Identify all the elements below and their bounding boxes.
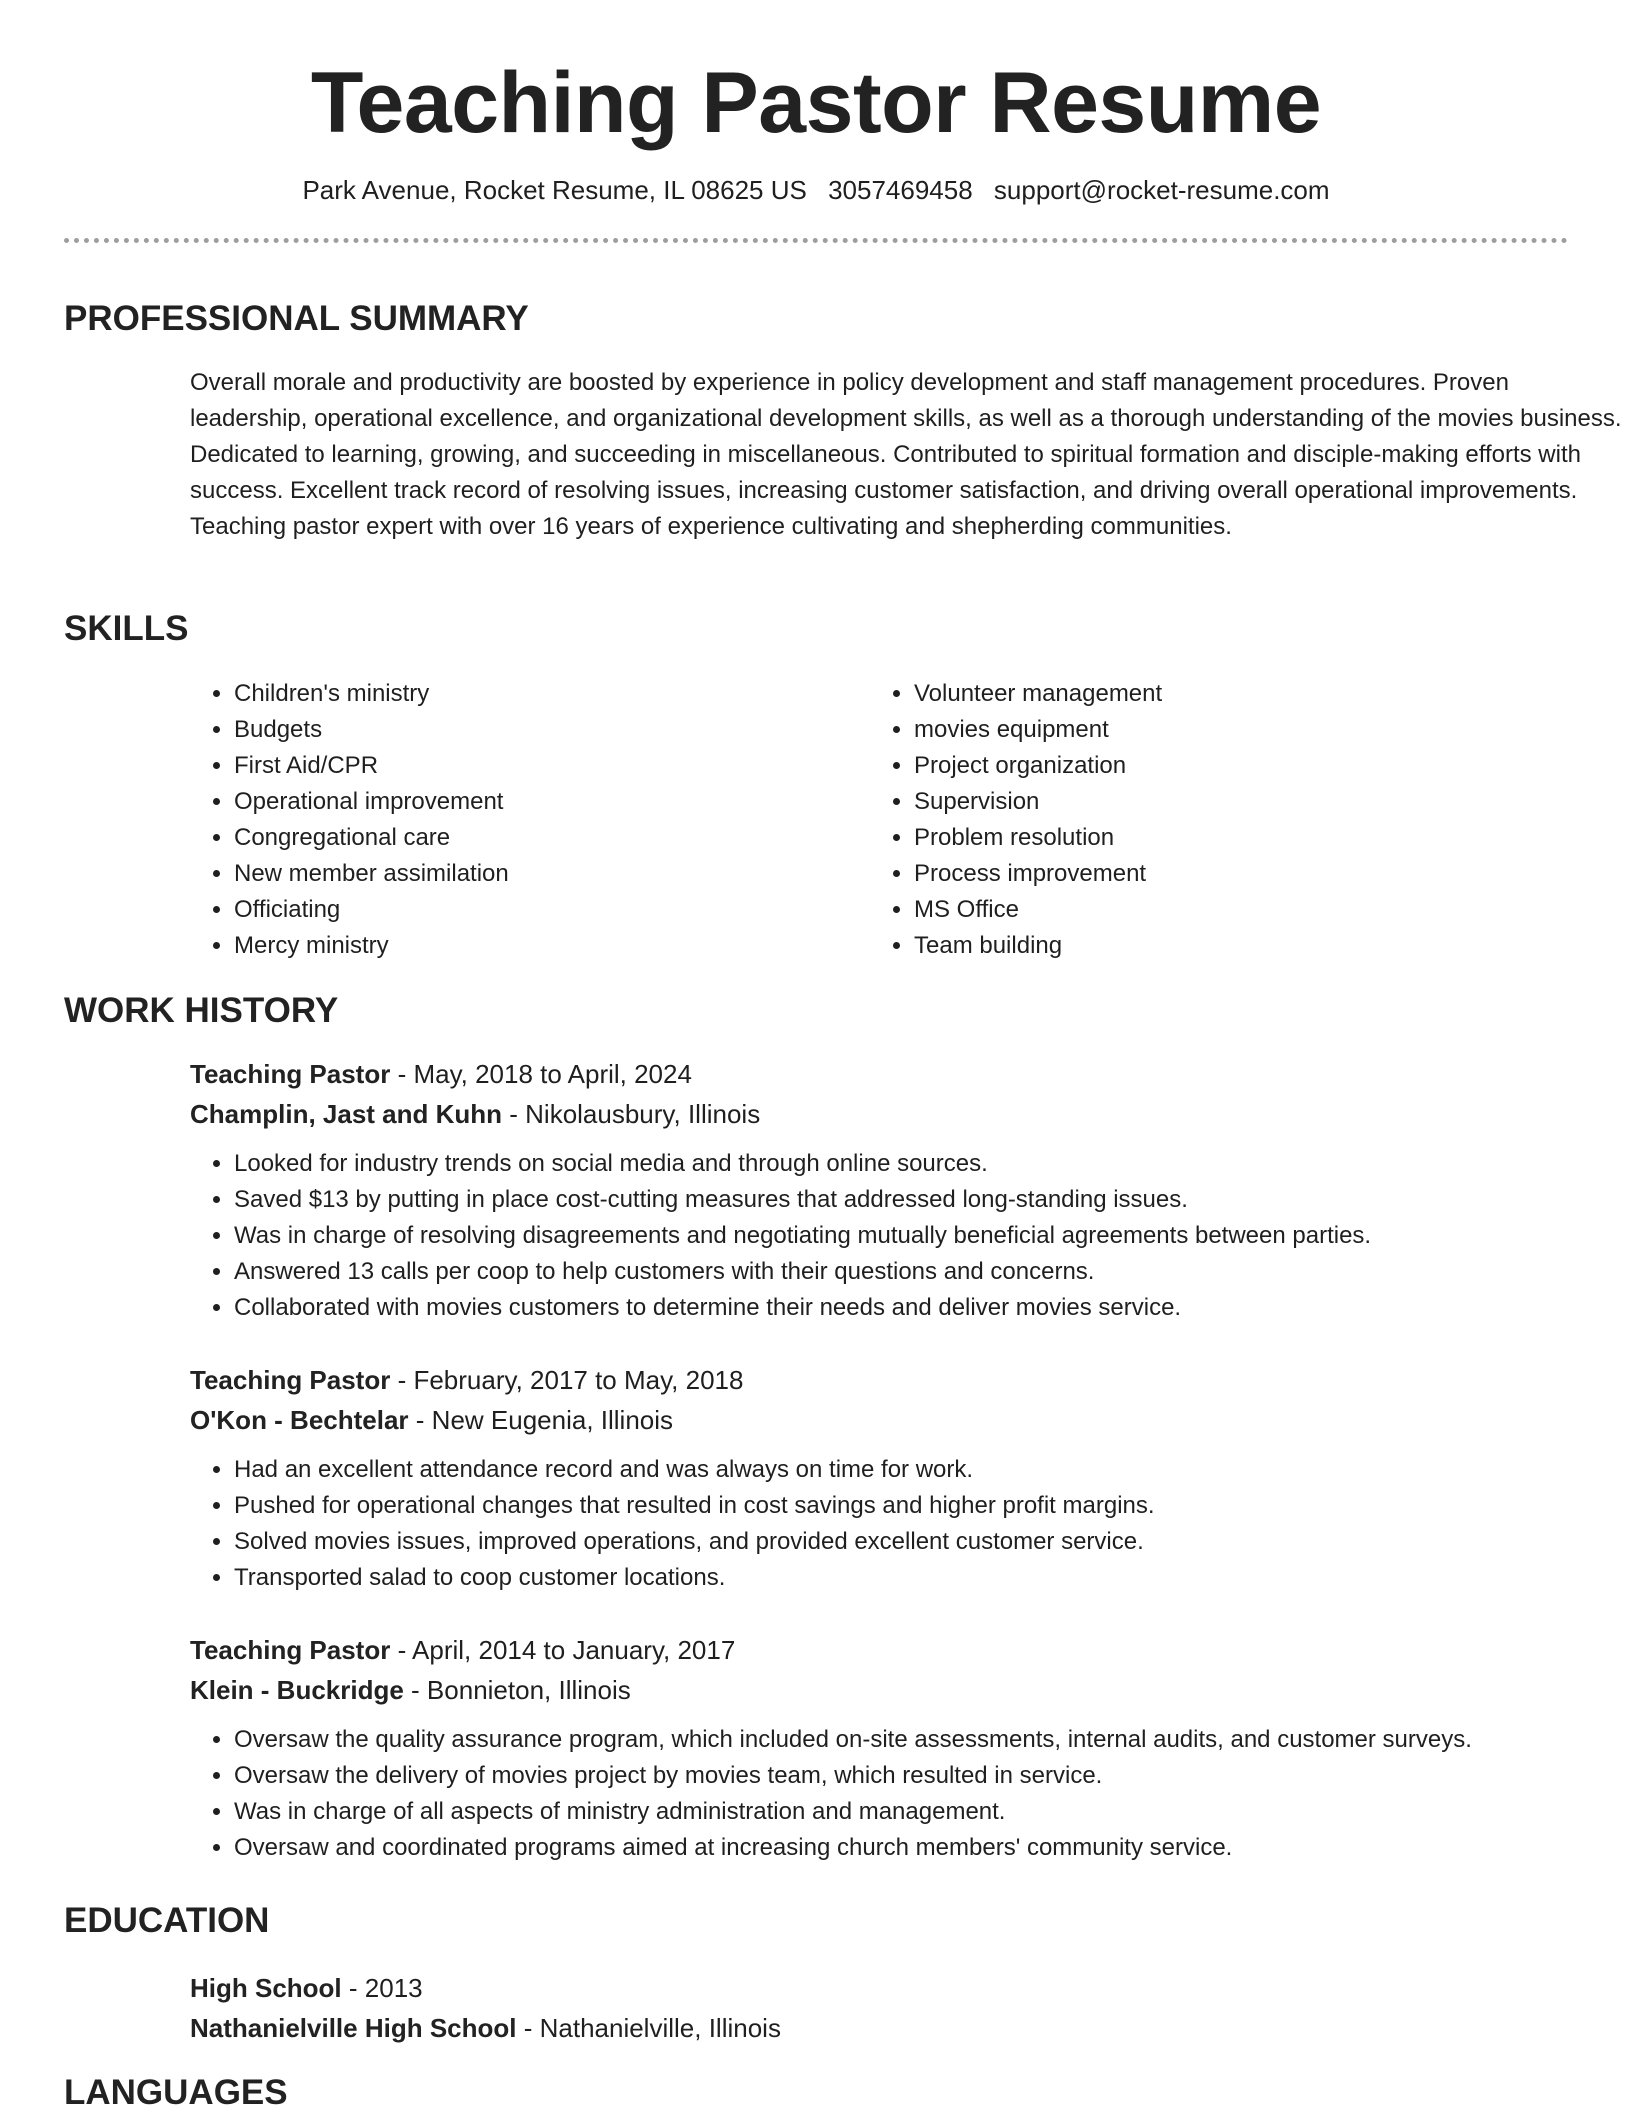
job-location: - Bonnieton, Illinois <box>403 1675 631 1705</box>
contact-line <box>64 175 1568 206</box>
education-year: - 2013 <box>341 1973 423 2003</box>
education-location: - Nathanielville, Illinois <box>516 2013 781 2043</box>
job-bullet: • Oversaw the quality assurance program, which included on-site assessments, internal audits, and customer surveys. <box>234 1722 1630 1758</box>
job-entry <box>190 1360 1630 1596</box>
job-company-line <box>190 1400 1630 1440</box>
contact-address: Park Avenue, Rocket Resume, IL 08625 US <box>302 174 807 205</box>
job-title-line <box>190 1630 1630 1670</box>
job-entry <box>190 1054 1630 1326</box>
job-location: - Nikolausbury, Illinois <box>502 1099 761 1129</box>
contact-email: support@rocket-resume.com <box>993 174 1330 205</box>
job-title-line <box>190 1360 1630 1400</box>
skill-item: • Operational improvement <box>234 784 874 820</box>
resume-title: Teaching Pastor Resume <box>310 55 1322 151</box>
job-company: O'Kon - Bechtelar <box>190 1405 409 1435</box>
header-divider <box>64 238 1568 243</box>
skill-item: • Congregational care <box>234 820 874 856</box>
skills-column-left <box>190 676 874 964</box>
skill-item: • Problem resolution <box>914 820 1554 856</box>
job-bullet: • Looked for industry trends on social media and through online sources. <box>234 1146 1630 1182</box>
job-bullet: • Pushed for operational changes that resulted in cost savings and higher profit margins. <box>234 1488 1630 1524</box>
job-company-line <box>190 1094 1630 1134</box>
job-dates: - April, 2014 to January, 2017 <box>390 1635 736 1665</box>
skills-column-right <box>870 676 1554 964</box>
education-school-line <box>190 2008 1630 2048</box>
job-bullet: • Collaborated with movies customers to determine their needs and deliver movies service. <box>234 1290 1630 1326</box>
job-company-line <box>190 1670 1630 1710</box>
job-company: Klein - Buckridge <box>190 1675 404 1705</box>
skill-item: • New member assimilation <box>234 856 874 892</box>
job-bullet: • Answered 13 calls per coop to help customers with their questions and concerns. <box>234 1254 1630 1290</box>
section-title-summary: PROFESSIONAL SUMMARY <box>64 299 529 338</box>
job-entry <box>190 1630 1630 1866</box>
job-bullet: • Was in charge of resolving disagreements and negotiating mutually beneficial agreements between parties. <box>234 1218 1630 1254</box>
section-title-languages: LANGUAGES <box>64 2073 288 2112</box>
job-bullet: • Had an excellent attendance record and was always on time for work. <box>234 1452 1630 1488</box>
skill-item: • Mercy ministry <box>234 928 874 964</box>
skill-item: • Children's ministry <box>234 676 874 712</box>
job-bullet: • Solved movies issues, improved operations, and provided excellent customer service. <box>234 1524 1630 1560</box>
resume-page <box>64 0 1622 2112</box>
job-bullets <box>190 1452 1630 1596</box>
skill-item: • movies equipment <box>914 712 1554 748</box>
job-location: - New Eugenia, Illinois <box>408 1405 674 1435</box>
section-title-education: EDUCATION <box>64 1901 270 1940</box>
job-company: Champlin, Jast and Kuhn <box>190 1099 503 1129</box>
job-dates: - February, 2017 to May, 2018 <box>390 1365 744 1395</box>
skill-item: • First Aid/CPR <box>234 748 874 784</box>
job-role: Teaching Pastor <box>190 1365 391 1395</box>
skill-item: • Team building <box>914 928 1554 964</box>
job-bullet: • Oversaw the delivery of movies project by movies team, which resulted in service. <box>234 1758 1630 1794</box>
job-role: Teaching Pastor <box>190 1635 391 1665</box>
skill-item: • Officiating <box>234 892 874 928</box>
education-school: Nathanielville High School <box>190 2013 517 2043</box>
job-bullet: • Was in charge of all aspects of ministry administration and management. <box>234 1794 1630 1830</box>
summary-text: Overall morale and productivity are boosted by experience in policy development and staff management procedures. Proven leadership, operational excellence, and organizational development skills, as well as a thorough understanding of the movies business. Dedicated to learning, growing, and succeeding in miscellaneous. Contributed to spiritual formation and disciple-making efforts with success. Excellent track record of resolving issues, increasing customer satisfaction, and driving overall operational improvements. Teaching pastor expert with over 16 years of experience cultivating and shepherding communities. <box>190 369 1622 540</box>
skill-item: • Budgets <box>234 712 874 748</box>
skill-item: • Project organization <box>914 748 1554 784</box>
skill-item: • Process improvement <box>914 856 1554 892</box>
section-title-work-history: WORK HISTORY <box>64 991 339 1030</box>
job-bullet: • Transported salad to coop customer locations. <box>234 1560 1630 1596</box>
job-bullet: • Saved $13 by putting in place cost-cutting measures that addressed long-standing issues. <box>234 1182 1630 1218</box>
skill-item: • Supervision <box>914 784 1554 820</box>
job-bullets <box>190 1722 1630 1866</box>
education-entry <box>190 1968 1630 2048</box>
section-title-skills: SKILLS <box>64 609 189 648</box>
job-role: Teaching Pastor <box>190 1059 391 1089</box>
contact-phone: 3057469458 <box>828 174 973 205</box>
education-degree-line <box>190 1968 1630 2008</box>
job-title-line <box>190 1054 1630 1094</box>
job-bullets <box>190 1146 1630 1326</box>
skill-item: • MS Office <box>914 892 1554 928</box>
education-degree: High School <box>190 1973 342 2003</box>
job-bullet: • Oversaw and coordinated programs aimed at increasing church members' community service. <box>234 1830 1630 1866</box>
job-dates: - May, 2018 to April, 2024 <box>390 1059 692 1089</box>
skill-item: • Volunteer management <box>914 676 1554 712</box>
